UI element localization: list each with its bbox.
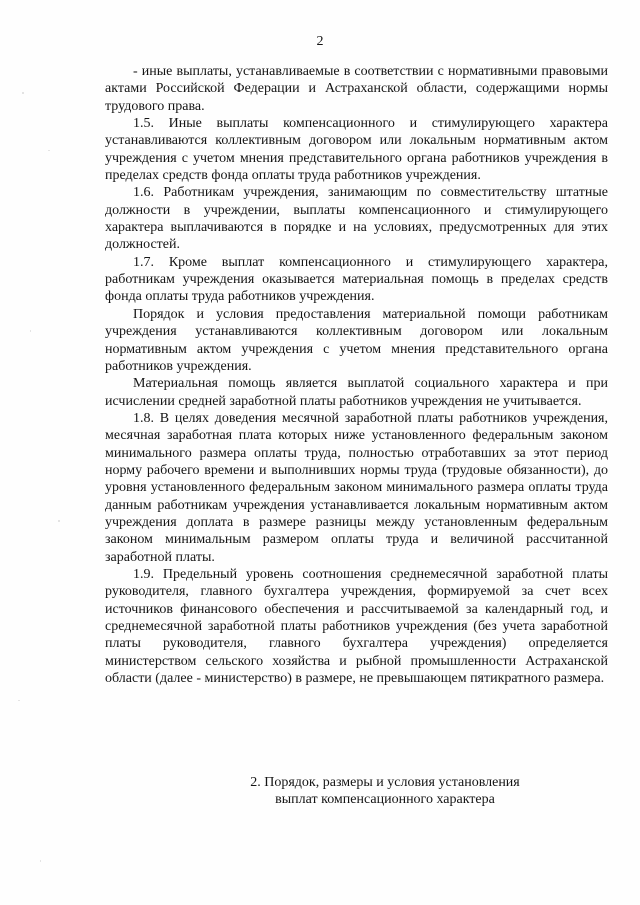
scan-speck: [30, 330, 31, 332]
scan-speck: [22, 92, 24, 94]
section-heading-line-1: 2. Порядок, размеры и условия установления: [250, 775, 520, 790]
paragraph-1-5: 1.5. Иные выплаты компенсационного и стимулирующего характера устанавливаются коллективным договором или локальным нормативным актом учреждения с учетом мнения представительного органа работников учреждения в пределах средств фонда оплаты труда работников учреждения.: [105, 116, 608, 184]
paragraph-other-payments: - иные выплаты, устанавливаемые в соответствии с нормативными правовыми актами Российской Федерации и Астраханской области, содержащими нормы трудового права.: [105, 64, 608, 114]
paragraph-1-8: 1.8. В целях доведения месячной заработной платы работников учреждения, месячная заработная плата которых ниже установленного федеральным законом минимального размера оплаты труда, полностью отработавших за этот период норму рабочего времени и выполнивших нормы труда (трудовые обязанности), до уровня установленного федеральным законом минимального размера оплаты труда данным работникам учреждения устанавливается локальным нормативным актом учреждения доплата в размере разницы между установленным федеральным законом минимальным размером оплаты труда и величиной рассчитанной заработной платы.: [105, 410, 608, 565]
page-number: 2: [316, 34, 324, 49]
paragraph-1-7: 1.7. Кроме выплат компенсационного и стимулирующего характера, работникам учреждения оказывается материальная помощь в пределах средств фонда оплаты труда работников учреждения.: [105, 254, 608, 305]
paragraph-material-aid-social: Материальная помощь является выплатой социального характера и при исчислении средней заработной платы работников учреждения не учитывается.: [105, 376, 608, 409]
paragraph-material-aid-procedure: Порядок и условия предоставления материальной помощи работникам учреждения устанавливаются коллективным договором или локальным нормативным актом учреждения с учетом мнения представительного органа работников учреждения.: [105, 306, 608, 374]
scan-speck: [58, 520, 60, 522]
scan-speck: [48, 150, 50, 151]
scan-speck: [18, 700, 20, 701]
section-heading-line-2: выплат компенсационного характера: [275, 792, 495, 807]
paragraph-1-9: 1.9. Предельный уровень соотношения среднемесячной заработной платы руководителя, главного бухгалтера учреждения, формируемой за счет всех источников финансового обеспечения и рассчитываемой за календарный год, и среднемесячной заработной платы работников учреждения (без учета заработной платы руководителя, главного бухгалтера учреждения) определяется министерством сельского хозяйства и рыбной промышленности Астраханской области (далее - министерство) в размере, не превышающем пятикратного размера.: [105, 566, 608, 687]
document-body: [105, 63, 608, 687]
paragraph-1-6: 1.6. Работникам учреждения, занимающим по совместительству штатные должности в учреждении, выплаты компенсационного и стимулирующего характера выплачиваются в порядке и на условиях, предусмотренных для этих должностей.: [105, 185, 608, 253]
scan-speck: [40, 860, 41, 862]
section-heading: [180, 774, 590, 808]
